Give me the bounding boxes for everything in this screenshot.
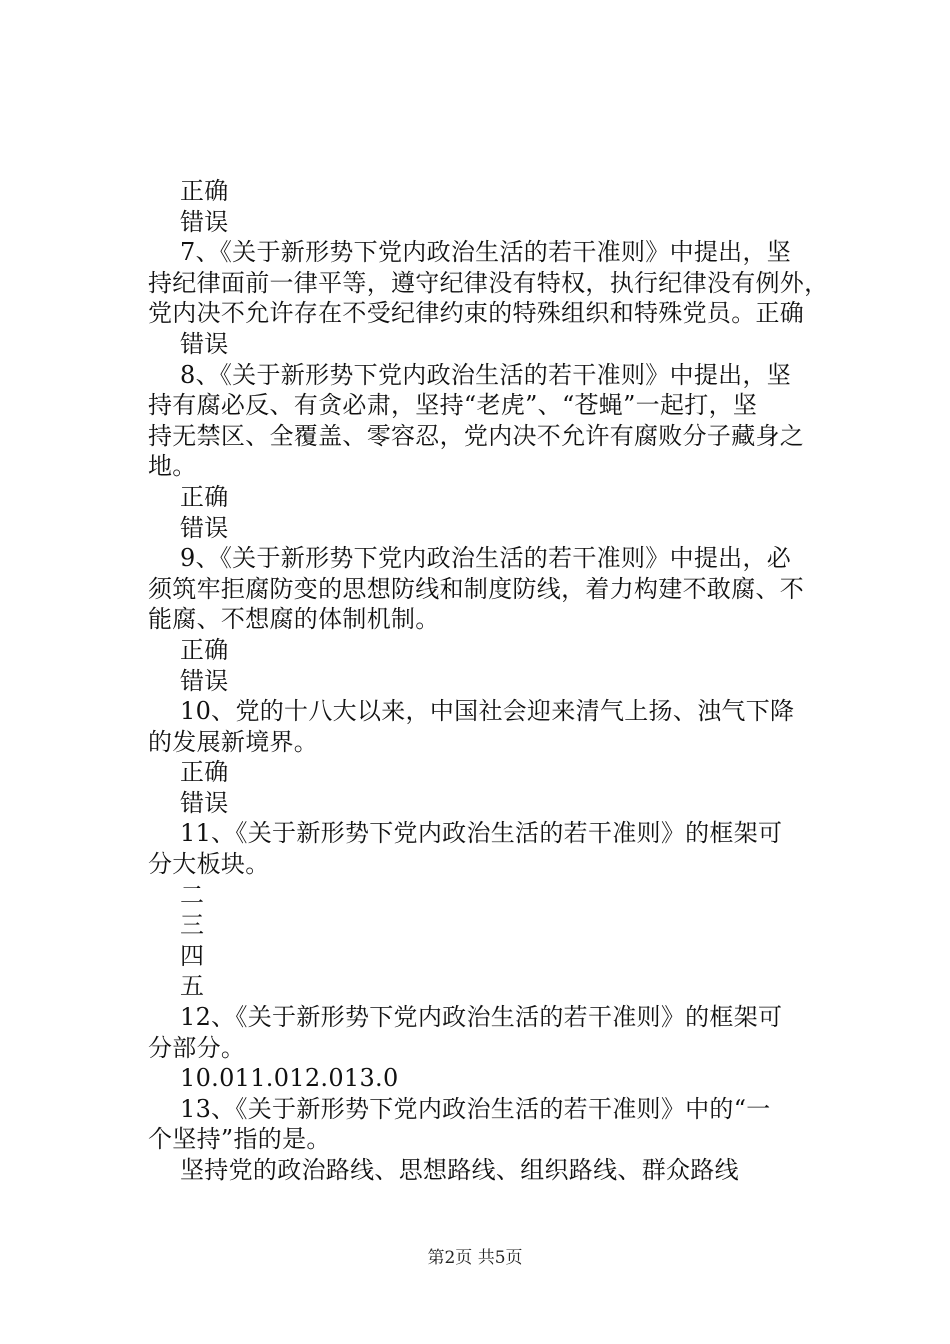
question-7-line-3: 党内决不允许存在不受纪律约束的特殊组织和特殊党员。正确: [148, 299, 805, 328]
question-8-line-4: 地。: [148, 452, 197, 481]
question-11-line-2: 分大板块。: [148, 850, 270, 879]
question-9-line-3: 能腐、不想腐的体制机制。: [148, 605, 440, 634]
answer-option: 二: [180, 880, 205, 909]
document-body: [148, 176, 838, 1186]
question-7-line-2: 持纪律面前一律平等，遵守纪律没有特权，执行纪律没有例外，: [148, 268, 829, 297]
answer-option-wrong: 错误: [180, 329, 229, 358]
answer-option-correct: 正确: [180, 482, 229, 511]
question-12-line-1: 12、《关于新形势下党内政治生活的若干准则》的框架可: [180, 1003, 783, 1032]
answer-option-correct: 正确: [180, 635, 229, 664]
answer-option: 坚持党的政治路线、思想路线、组织路线、群众路线: [180, 1156, 739, 1184]
question-9-line-2: 须筑牢拒腐防变的思想防线和制度防线，着力构建不敢腐、不: [148, 574, 805, 603]
question-13-line-1: 13、《关于新形势下党内政治生活的若干准则》中的“一: [180, 1094, 771, 1123]
question-8-line-3: 持无禁区、全覆盖、零容忍，党内决不允许有腐败分子藏身之: [148, 421, 805, 450]
answer-option-wrong: 错误: [180, 666, 229, 695]
answer-option-correct: 正确: [180, 177, 229, 205]
answer-option-wrong: 错误: [180, 207, 229, 236]
answer-option: 四: [180, 941, 205, 970]
question-10-line-1: 10、党的十八大以来，中国社会迎来清气上扬、浊气下降: [180, 697, 795, 726]
question-8-line-2: 持有腐必反、有贪必肃，坚持“老虎”、“苍蝇”一起打，坚: [148, 391, 758, 420]
question-9-line-1: 9、《关于新形势下党内政治生活的若干准则》中提出，必: [180, 544, 792, 573]
answer-option: 五: [180, 972, 205, 1001]
answer-option-wrong: 错误: [180, 788, 229, 817]
answer-option: 三: [180, 911, 205, 940]
answer-option-correct: 正确: [180, 758, 229, 787]
page-footer: 第2页 共5页: [427, 1248, 523, 1268]
question-10-line-2: 的发展新境界。: [148, 727, 319, 756]
question-13-line-2: 个坚持”指的是。: [148, 1125, 331, 1154]
answer-option-wrong: 错误: [180, 513, 229, 542]
question-7-line-1: 7、《关于新形势下党内政治生活的若干准则》中提出，坚: [180, 238, 792, 267]
question-11-line-1: 11、《关于新形势下党内政治生活的若干准则》的框架可: [180, 819, 783, 848]
question-8-line-1: 8、《关于新形势下党内政治生活的若干准则》中提出，坚: [180, 360, 792, 389]
question-12-line-2: 分部分。: [148, 1033, 246, 1062]
answer-options-numeric: 10.011.012.013.0: [180, 1064, 399, 1093]
